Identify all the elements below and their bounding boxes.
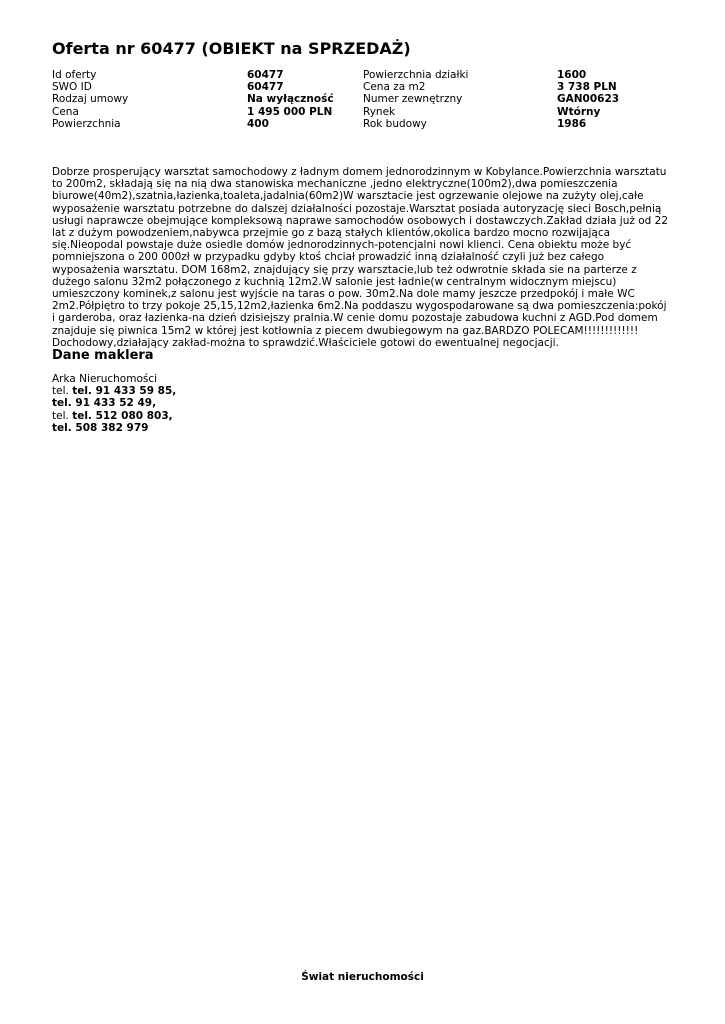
offer-properties-table [52,69,672,130]
agent-section-heading: Dane maklera [52,348,154,363]
property-value: Wtórny [557,105,601,118]
page-title: Oferta nr 60477 (OBIEKT na SPRZEDAŻ) [52,39,411,58]
phone-number[interactable]: tel. 91 433 59 85, [72,385,177,398]
phone-number[interactable]: tel. 512 080 803, [72,409,173,422]
phone-line [52,422,176,434]
property-label: Numer zewnętrzny [363,93,463,106]
property-label: Powierzchnia działki [363,69,469,81]
phone-number[interactable]: tel. 508 382 979 [52,421,149,434]
property-value: 60477 [247,81,284,94]
property-label: SWO ID [52,81,92,94]
property-row [52,106,672,118]
phone-line [52,397,176,409]
property-value: 60477 [247,69,284,81]
property-row [52,118,672,130]
property-value: 3 738 PLN [557,81,617,94]
property-label: Cena [52,105,79,118]
agency-name: Arka Nieruchomości [52,373,158,385]
phone-prefix: tel. [52,409,69,422]
property-label: Powierzchnia [52,117,121,130]
property-label: Rodzaj umowy [52,93,129,106]
phone-number[interactable]: tel. 91 433 52 49, [52,397,157,410]
property-label: Cena za m2 [363,81,426,94]
property-value: 400 [247,117,269,130]
property-label: Rynek [363,105,396,118]
page-footer: Świat nieruchomości [301,971,424,983]
offer-description: Dobrze prosperujący warsztat samochodowy z ładnym domem jednorodzinnym w Kobylance.Powierzchnia warsztatu to 200m2, składają się na nią dwa stanowiska mechaniczne ,jedno elektryczne(100m2),dwa pomieszczenia biurowe(40m2),szatnia,łazienka,toaleta,jadalnia(60m2)W warsztacie jest ogrzewanie olejowe na zużyty olej,całe wyposażenie warsztatu potrzebne do dalszej działalności pozostaje.Warsztat posiada autoryzację sieci Bosch,pełnią usługi naprawcze obejmujące kompleksową naprawe samochodów osobowych i dostawczych.Zakład działa już od 22 lat z dużym powodzeniem,nabywca przejmie go z bazą stałych klientów,okolica bardzo mocno rozwijająca się.Nieopodal powstaje duże osiedle domów jednorodzinnych-potencjalni nowi klienci. Cena obiektu może być pomniejszona o 200 000zł w przypadku gdyby ktoś chciał prowadzić inną działalność czyli już bez całego wyposażenia warsztatu. DOM 168m2, znajdujący się przy warsztacie,lub też odwrotnie składa sie na parterze z dużego salonu 32m2 połączonego z kuchnią 12m2.W salonie jest ładnie(w centralnym widocznym miejscu) umieszczony kominek,z salonu jest wyjście na taras o pow. 30m2.Na dole mamy jeszcze przedpokój i małe WC 2m2.Półpiętro to trzy pokoje 25,15,12m2,łazienka 6m2.Na poddaszu wygospodarowane są dwa pomieszczenia:pokój i garderoba, oraz łazienka-na dzień dzisiejszy pralnia.W cenie domu pozostaje zabudowa kuchni z AGD.Pod domem znajduje się piwnica 15m2 w której jest kotłownia z piecem dwubiegowym na gaz.BARDZO POLECAM!!!!!!!!!!!!! Dochodowy,działający zakład-można to sprawdzić.Właściciele gotowi do ewentualnej negocjacji. [52,166,668,349]
property-value: 1 495 000 PLN [247,105,333,118]
property-row [52,93,672,105]
property-label: Rok budowy [363,117,427,130]
property-label: Id oferty [52,69,97,81]
property-value: 1600 [557,69,587,81]
property-value: 1986 [557,117,587,130]
property-value: Na wyłączność [247,93,334,106]
phone-line [52,385,176,397]
agent-details [52,373,176,434]
phone-prefix: tel. [52,385,69,398]
property-row [52,81,672,93]
phone-line [52,410,176,422]
property-value: GAN00623 [557,93,620,106]
property-row [52,69,672,81]
